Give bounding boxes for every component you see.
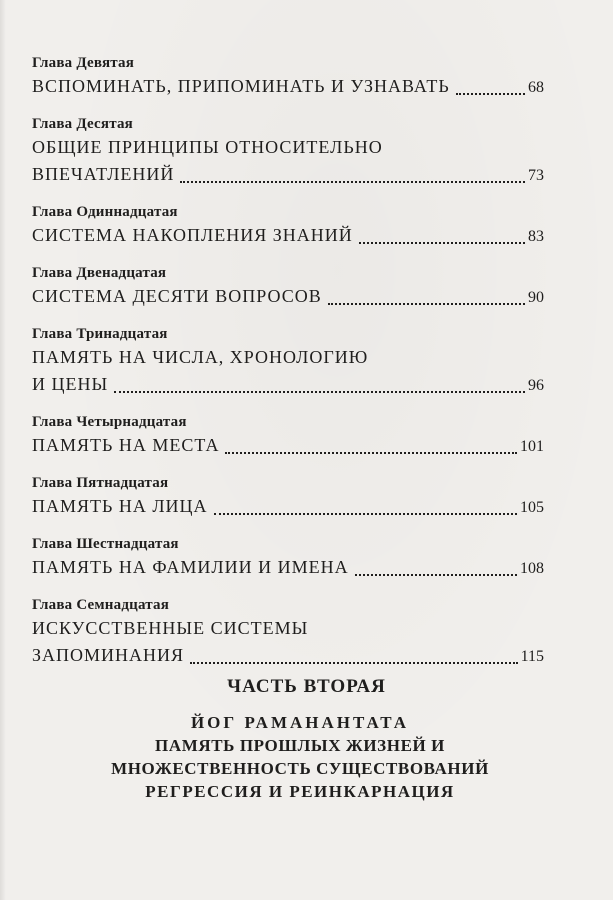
chapter-title-row [32,222,544,250]
dot-leader [328,303,525,305]
chapter-label: Глава Десятая [32,116,134,132]
chapter-title-row [32,554,544,582]
chapter-label: Глава Двенадцатая [32,265,167,281]
page-number: 73 [528,167,544,184]
chapter-label: Глава Пятнадцатая [32,475,169,491]
dot-leader [190,662,518,664]
chapter-title: ВСПОМИНАТЬ, ПРИПОМИНАТЬ И УЗНАВАТЬ [32,76,450,96]
chapter-title-row [32,161,544,189]
chapter-title: ПАМЯТЬ НА ЛИЦА [32,496,208,516]
toc-entry [32,54,544,101]
chapter-title: СИСТЕМА ДЕСЯТИ ВОПРОСОВ [32,286,322,306]
chapter-title-row [32,432,544,460]
dot-leader [355,574,517,576]
page-number: 101 [520,438,544,455]
dot-leader [180,181,525,183]
toc-entry [32,325,544,399]
dot-leader [225,452,517,454]
page-number: 105 [520,499,544,516]
dot-leader [114,391,525,393]
chapter-title-row [32,493,544,521]
toc-entry [32,264,544,311]
toc-entry [32,596,544,670]
chapter-title: ПАМЯТЬ НА ФАМИЛИИ И ИМЕНА [32,557,349,577]
dot-leader [214,513,517,515]
page-number: 96 [528,377,544,394]
page-number: 108 [520,560,544,577]
toc-entry [32,474,544,521]
toc-entry [32,203,544,250]
dot-leader [359,242,525,244]
chapter-label: Глава Семнадцатая [32,597,170,613]
dot-leader [456,93,525,95]
chapter-label: Глава Четырнадцатая [32,414,187,430]
chapter-title-line: ОБЩИЕ ПРИНЦИПЫ ОТНОСИТЕЛЬНО [32,137,383,157]
part-subtitle-line: МНОЖЕСТВЕННОСТЬ СУЩЕСТВОВАНИЙ [111,759,489,778]
chapter-title: СИСТЕМА НАКОПЛЕНИЯ ЗНАНИЙ [32,225,353,245]
chapter-title: ВПЕЧАТЛЕНИЙ [32,164,175,184]
part-title: ЧАСТЬ ВТОРАЯ [227,676,386,697]
chapter-label: Глава Одиннадцатая [32,204,178,220]
toc-entry [32,413,544,460]
chapter-title-row [32,73,544,101]
chapter-title: ЗАПОМИНАНИЯ [32,645,185,665]
chapter-title: ПАМЯТЬ НА МЕСТА [32,435,220,455]
chapter-label: Глава Шестнадцатая [32,536,179,552]
chapter-title-line: ПАМЯТЬ НА ЧИСЛА, ХРОНОЛОГИЮ [32,347,369,367]
page-number: 68 [528,79,544,96]
part-subtitle-line: ПАМЯТЬ ПРОШЛЫХ ЖИЗНЕЙ И [155,736,445,755]
table-of-contents [32,54,544,684]
page-number: 90 [528,289,544,306]
toc-entry [32,535,544,582]
part-author: ЙОГ РАМАНАНТАТА [190,713,410,732]
chapter-title-row [32,283,544,311]
chapter-title-line: ИСКУССТВЕННЫЕ СИСТЕМЫ [32,618,309,638]
chapter-title: И ЦЕНЫ [32,374,109,394]
page-number: 83 [528,228,544,245]
chapter-label: Глава Девятая [32,55,135,71]
chapter-label: Глава Тринадцатая [32,326,168,342]
toc-entry [32,115,544,189]
chapter-title-row [32,371,544,399]
part-subtitle-line: РЕГРЕССИЯ И РЕИНКАРНАЦИЯ [145,782,455,801]
chapter-title-row [32,642,544,670]
page-number: 115 [520,648,544,665]
